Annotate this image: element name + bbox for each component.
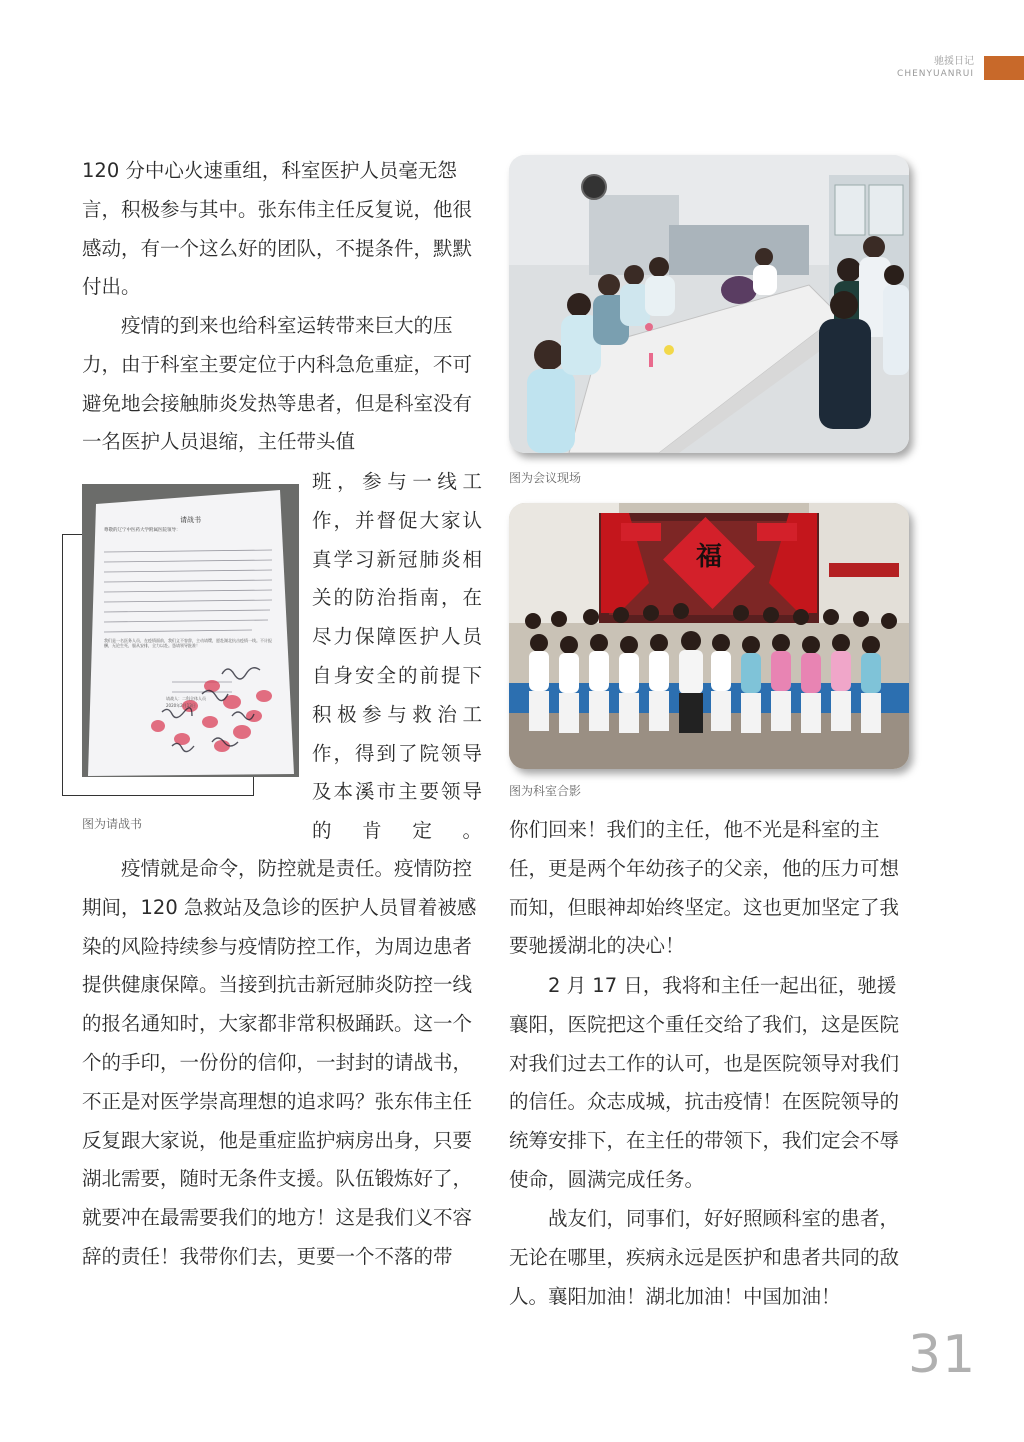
left-paragraph-1: 120 分中心火速重组，科室医护人员毫无怨言，积极参与其中。张东伟主任反复说，他很感动，有一个这么好的团队，不提条件，默默付出。: [82, 159, 473, 299]
right-paragraph-2: 2 月 17 日，我将和主任一起出征，驰援襄阳，医院把这个重任交给了我们，这是医院对我们过去工作的认可，也是医院领导对我们的信任。众志成城，抗击疫情！在医院领导的统筹安排下，在主任的带领下，我们定会不辱使命，圆满完成任务。: [509, 974, 900, 1191]
left-paragraph-2b: 班，参与一线工作，并督促大家认真学习新冠肺炎相关的防治指南，在尽力保障医护人员自身安全的前提下积极参与救治工作，得到了院领导及本溪市主要领导的肯定。: [312, 470, 482, 843]
page-number: 31: [908, 1325, 977, 1385]
left-paragraph-3: 疫情就是命令，防控就是责任。疫情防控期间，120 急救站及急诊的医护人员冒着被感染的风险持续参与疫情防控工作，为周边患者提供健康保障。当接到抗击新冠肺炎防控一线的报名通知时，大家都非常积极踊跃。这一个个的手印，一份份的信仰，一封封的请战书，不正是对医学崇高理想的追求吗？张东伟主任反复跟大家说，他是重症监护病房出身，只要湖北需要，随时无条件支援。队伍锻炼好了，就要冲在最需要我们的地方！这是我们义不容辞的责任！我带你们去，更要一个不落的带: [82, 857, 477, 1268]
caption-letter: 图为请战书: [82, 817, 143, 831]
letter-body: 我们是一名医务人员，在疫情面前，我们义不容辞，主动请缨，愿赴湖北抗击疫情一线。不计报酬，无论生死，服从安排，全力以赴。恳请领导批准！: [104, 638, 272, 648]
right-paragraph-3: 战友们，同事们，好好照顾科室的患者，无论在哪里，疾病永远是医护和患者共同的敌人。襄阳加油！湖北加油！中国加油！: [509, 1207, 900, 1308]
right-paragraph-1: 你们回来！我们的主任，他不光是科室的主任，更是两个年幼孩子的父亲，他的压力可想而知，但眼神却始终坚定。这也更加坚定了我要驰援湖北的决心！: [509, 818, 900, 958]
meeting-photo: [509, 155, 909, 453]
letter-title: 请战书: [180, 516, 201, 524]
caption-meeting: 图为会议现场: [509, 471, 582, 485]
group-photo: [509, 503, 909, 769]
banner-character: 福: [695, 542, 722, 572]
meeting-scene: [509, 155, 909, 453]
running-header: [897, 56, 974, 80]
accent-bar: [984, 56, 1024, 80]
left-paragraph-2a: 疫情的到来也给科室运转带来巨大的压力，由于科室主要定位于内科急危重症，不可避免地会接触肺炎发热等患者，但是科室没有一名医护人员退缩，主任带头值: [82, 314, 473, 454]
letter-date: 2020年2月13日: [166, 703, 196, 708]
letter-photo: [82, 484, 299, 777]
caption-group: 图为科室合影: [509, 784, 582, 798]
section-title-en: CHENYUANRUI: [897, 69, 974, 79]
section-title: 驰援日记: [934, 56, 974, 67]
letter-greeting: 尊敬的辽宁中医药大学附属医院领导：: [104, 528, 181, 533]
letter-closing: 请战人：二科全体人员: [166, 696, 206, 701]
